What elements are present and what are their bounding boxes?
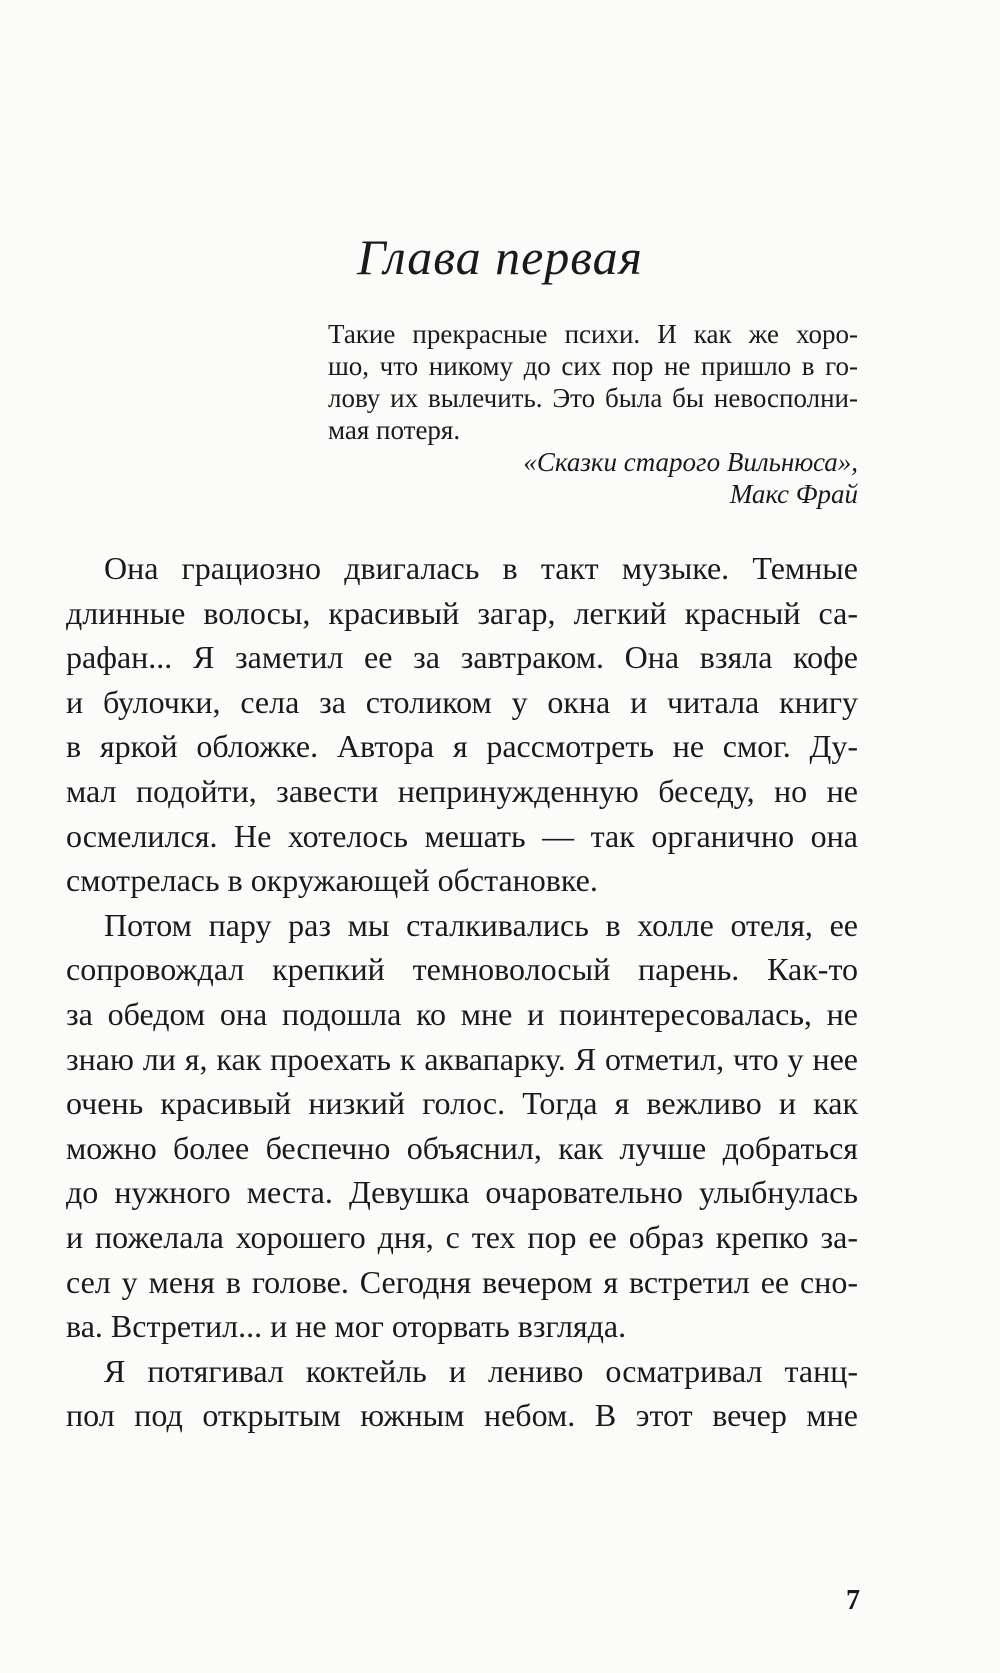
text-line: Я потягивал коктейль и лениво осматривал танц- <box>104 1352 858 1389</box>
page-number: 7 <box>846 1585 860 1616</box>
text-line: сел у меня в голове. Сегодня вечером я встретил ее сно- <box>66 1263 858 1300</box>
text-line: до нужного места. Девушка очаровательно улыбнулась <box>66 1174 858 1211</box>
text-line: длинные волосы, красивый загар, легкий красный са- <box>66 594 858 631</box>
text-line: и булочки, села за столиком у окна и читала книгу <box>66 683 858 720</box>
text-line: можно более беспечно объяснил, как лучше добраться <box>66 1129 858 1166</box>
epigraph-line: мая потеря. <box>328 415 461 445</box>
paragraph-1 <box>66 546 858 903</box>
epigraph-line: лову их вылечить. Это была бы невосполни- <box>328 383 858 413</box>
text-line: в яркой обложке. Автора я рассмотреть не смог. Ду- <box>66 728 858 765</box>
text-line: Потом пару раз мы сталкивались в холле отеля, ее <box>104 906 858 943</box>
text-line: ва. Встретил... и не мог оторвать взгляда. <box>66 1308 627 1345</box>
text-line: осмелился. Не хотелось мешать — так органично она <box>66 817 858 854</box>
body-text <box>66 546 858 1438</box>
text-line: мал подойти, завести непринужденную беседу, но не <box>66 772 858 809</box>
epigraph-source: «Сказки старого Вильнюса», <box>523 447 858 477</box>
text-line: смотрелась в окружающей обстановке. <box>66 862 598 899</box>
epigraph-line: Такие прекрасные психи. И как же хоро- <box>328 319 858 349</box>
paragraph-3 <box>66 1349 858 1438</box>
paragraph-2 <box>66 903 858 1349</box>
text-line: пол под открытым южным небом. В этот вечер мне <box>66 1397 858 1434</box>
epigraph <box>328 318 858 510</box>
text-line: за обедом она подошла ко мне и поинтересовалась, не <box>66 995 858 1032</box>
text-line: рафан... Я заметил ее за завтраком. Она взяла кофе <box>66 639 858 676</box>
text-line: сопровождал крепкий темноволосый парень. Как-то <box>66 951 858 988</box>
text-line: очень красивый низкий голос. Тогда я вежливо и как <box>66 1085 858 1122</box>
epigraph-line: шо, что никому до сих пор не пришло в го- <box>328 351 858 381</box>
text-line: знаю ли я, как проехать к аквапарку. Я отметил, что у нее <box>66 1040 858 1077</box>
text-line: и пожелала хорошего дня, с тех пор ее образ крепко за- <box>66 1218 858 1255</box>
text-line: Она грациозно двигалась в такт музыке. Темные <box>104 550 858 586</box>
epigraph-author: Макс Фрай <box>729 479 858 509</box>
chapter-title: Глава первая <box>357 229 643 285</box>
